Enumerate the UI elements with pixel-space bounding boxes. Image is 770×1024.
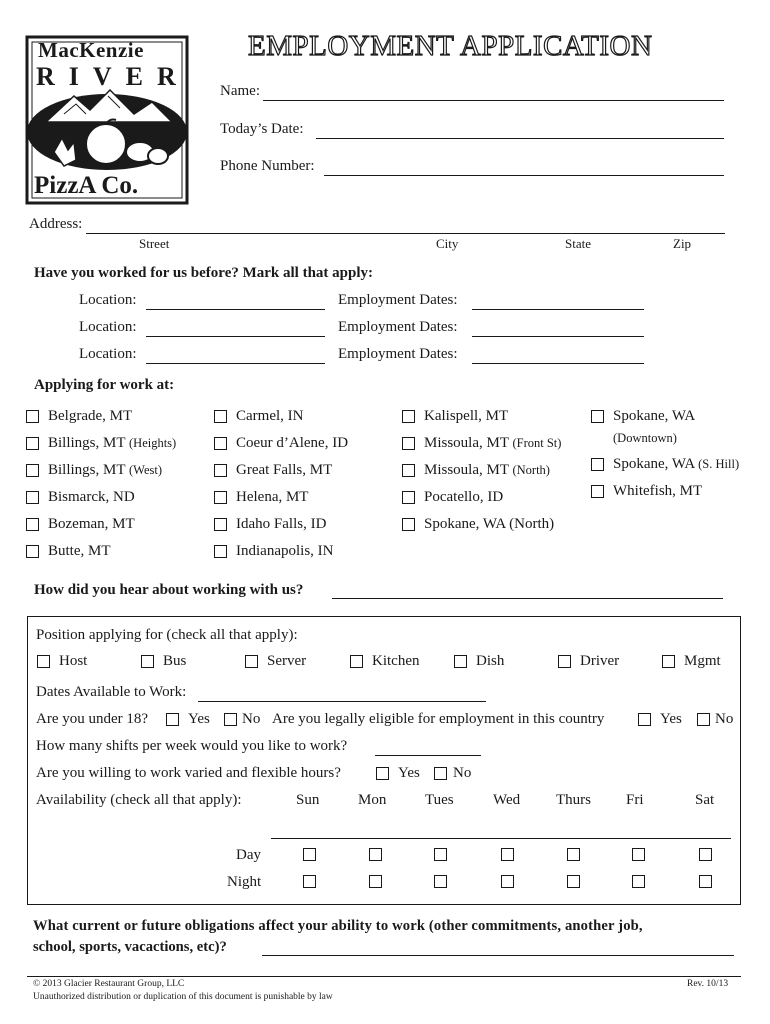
- address-city-caption: City: [436, 236, 459, 251]
- hear-field[interactable]: [332, 598, 723, 599]
- location-option: Idaho Falls, ID: [236, 516, 327, 532]
- day-header-sun: Sun: [296, 792, 320, 808]
- location-checkbox[interactable]: [214, 545, 227, 558]
- location-option: Billings, MT (Heights): [48, 435, 177, 451]
- eligible-no-checkbox[interactable]: [697, 713, 710, 726]
- availability-checkbox-day-sun[interactable]: [303, 848, 316, 861]
- footer-notice: Unauthorized distribution or duplication of this document is punishable by law: [33, 992, 333, 1002]
- availability-checkbox-day-mon[interactable]: [369, 848, 382, 861]
- location-option: Missoula, MT (Front St): [424, 435, 562, 451]
- footer-rule: [27, 976, 741, 977]
- date-field[interactable]: [316, 138, 724, 139]
- shifts-field[interactable]: [375, 755, 481, 756]
- flexible-yes-label: Yes: [398, 765, 420, 781]
- position-option: Host: [59, 653, 88, 669]
- location-checkbox[interactable]: [26, 491, 39, 504]
- flexible-no-label: No: [453, 765, 472, 781]
- location-label: Location:: [79, 346, 137, 362]
- address-zip-caption: Zip: [673, 236, 692, 251]
- availability-checkbox-day-fri[interactable]: [632, 848, 645, 861]
- location-option: Bismarck, ND: [48, 489, 135, 505]
- position-checkbox-kitchen[interactable]: [350, 655, 363, 668]
- location-checkbox[interactable]: [402, 491, 415, 504]
- under18-question: Are you under 18?: [36, 711, 149, 727]
- location-checkbox[interactable]: [26, 518, 39, 531]
- availability-checkbox-night-tues[interactable]: [434, 875, 447, 888]
- location-checkbox[interactable]: [26, 410, 39, 423]
- location-checkbox[interactable]: [402, 437, 415, 450]
- phone-label: Phone Number:: [220, 158, 315, 174]
- location-checkbox[interactable]: [591, 458, 604, 471]
- position-label: Position applying for (check all that apply):: [36, 627, 298, 643]
- location-field[interactable]: [146, 336, 325, 337]
- position-option: Bus: [163, 653, 187, 669]
- eligible-yes-checkbox[interactable]: [638, 713, 651, 726]
- address-street-caption: Street: [139, 236, 170, 251]
- location-option: Butte, MT: [48, 543, 111, 559]
- location-option: Great Falls, MT: [236, 462, 333, 478]
- day-header-fri: Fri: [626, 792, 644, 808]
- location-option: Whitefish, MT: [613, 483, 703, 499]
- flexible-question: Are you willing to work varied and flexible hours?: [36, 765, 341, 781]
- logo-line-pizza-co: PizzA Co.: [34, 172, 139, 199]
- position-option: Dish: [476, 653, 505, 669]
- availability-checkbox-day-wed[interactable]: [501, 848, 514, 861]
- employment-dates-label: Employment Dates:: [338, 346, 458, 362]
- employment-dates-label: Employment Dates:: [338, 319, 458, 335]
- location-checkbox[interactable]: [591, 410, 604, 423]
- applying-heading: Applying for work at:: [34, 377, 175, 393]
- position-option: Mgmt: [684, 653, 721, 669]
- location-checkbox[interactable]: [402, 518, 415, 531]
- address-label: Address:: [29, 216, 83, 232]
- availability-checkbox-night-sat[interactable]: [699, 875, 712, 888]
- name-field[interactable]: [263, 100, 724, 101]
- day-header-sat: Sat: [695, 792, 715, 808]
- availability-divider: [271, 838, 731, 839]
- location-option: Kalispell, MT: [424, 408, 509, 424]
- obligations-question-line1: What current or future obligations affect your ability to work (other commitments, another job,: [33, 918, 643, 934]
- position-checkbox-mgmt[interactable]: [662, 655, 675, 668]
- hear-question: How did you hear about working with us?: [34, 582, 304, 598]
- under18-yes-label: Yes: [188, 711, 210, 727]
- employment-dates-field[interactable]: [472, 309, 644, 310]
- address-field[interactable]: [86, 233, 725, 234]
- shifts-question: How many shifts per week would you like to work?: [36, 738, 348, 754]
- page-title: EMPLOYMENT APPLICATION: [248, 30, 653, 62]
- location-checkbox[interactable]: [214, 491, 227, 504]
- date-label: Today’s Date:: [220, 121, 304, 137]
- location-checkbox[interactable]: [214, 464, 227, 477]
- eligible-question: Are you legally eligible for employment in this country: [272, 711, 605, 727]
- location-option: Spokane, WA: [613, 408, 696, 424]
- eligible-yes-label: Yes: [660, 711, 682, 727]
- location-option: Billings, MT (West): [48, 462, 163, 478]
- position-checkbox-bus[interactable]: [141, 655, 154, 668]
- location-label: Location:: [79, 319, 137, 335]
- footer-revision: Rev. 10/13: [687, 979, 729, 989]
- location-option: Helena, MT: [236, 489, 309, 505]
- position-checkbox-host[interactable]: [37, 655, 50, 668]
- day-header-tues: Tues: [425, 792, 454, 808]
- location-checkbox[interactable]: [591, 485, 604, 498]
- dates-available-label: Dates Available to Work:: [36, 684, 187, 700]
- position-option: Driver: [580, 653, 620, 669]
- availability-row-night: Night: [227, 874, 262, 890]
- under18-no-checkbox[interactable]: [224, 713, 237, 726]
- location-checkbox[interactable]: [214, 410, 227, 423]
- day-header-thurs: Thurs: [556, 792, 591, 808]
- location-checkbox[interactable]: [26, 545, 39, 558]
- position-checkbox-server[interactable]: [245, 655, 258, 668]
- location-field[interactable]: [146, 309, 325, 310]
- location-option: Carmel, IN: [236, 408, 304, 424]
- availability-checkbox-night-mon[interactable]: [369, 875, 382, 888]
- location-option: Spokane, WA (North): [424, 516, 555, 532]
- availability-row-day: Day: [236, 847, 261, 863]
- flexible-no-checkbox[interactable]: [434, 767, 447, 780]
- prev-work-question: Have you worked for us before? Mark all that apply:: [34, 265, 374, 281]
- position-option: Server: [267, 653, 307, 669]
- availability-checkbox-night-sun[interactable]: [303, 875, 316, 888]
- phone-field[interactable]: [324, 175, 724, 176]
- location-option: Pocatello, ID: [424, 489, 504, 505]
- logo-line-river: RIVER: [36, 62, 190, 91]
- availability-checkbox-day-sat[interactable]: [699, 848, 712, 861]
- location-option: Spokane, WA (S. Hill): [613, 456, 740, 472]
- employment-dates-field[interactable]: [472, 363, 644, 364]
- location-label: Location:: [79, 292, 137, 308]
- dates-available-field[interactable]: [198, 701, 486, 702]
- obligations-question-line2: school, sports, vacactions, etc)?: [33, 939, 227, 955]
- under18-yes-checkbox[interactable]: [166, 713, 179, 726]
- location-option: Bozeman, MT: [48, 516, 135, 532]
- location-field[interactable]: [146, 363, 325, 364]
- logo-line-mackenzie: MacKenzie: [38, 38, 144, 62]
- flexible-yes-checkbox[interactable]: [376, 767, 389, 780]
- name-label: Name:: [220, 83, 260, 99]
- location-checkbox[interactable]: [214, 437, 227, 450]
- eligible-no-label: No: [715, 711, 734, 727]
- availability-checkbox-day-tues[interactable]: [434, 848, 447, 861]
- employment-dates-label: Employment Dates:: [338, 292, 458, 308]
- position-checkbox-driver[interactable]: [558, 655, 571, 668]
- location-option: Belgrade, MT: [48, 408, 133, 424]
- location-option: Coeur d’Alene, ID: [236, 435, 349, 451]
- employment-dates-field[interactable]: [472, 336, 644, 337]
- location-checkbox[interactable]: [214, 518, 227, 531]
- location-option: Missoula, MT (North): [424, 462, 550, 478]
- location-checkbox[interactable]: [402, 410, 415, 423]
- obligations-field[interactable]: [262, 955, 734, 956]
- location-checkbox[interactable]: [26, 464, 39, 477]
- day-header-wed: Wed: [493, 792, 521, 808]
- availability-checkbox-night-thurs[interactable]: [567, 875, 580, 888]
- location-checkbox[interactable]: [402, 464, 415, 477]
- availability-checkbox-night-fri[interactable]: [632, 875, 645, 888]
- availability-label: Availability (check all that apply):: [36, 792, 242, 808]
- position-checkbox-dish[interactable]: [454, 655, 467, 668]
- footer-copyright: © 2013 Glacier Restaurant Group, LLC: [33, 979, 185, 989]
- availability-checkbox-night-wed[interactable]: [501, 875, 514, 888]
- availability-checkbox-day-thurs[interactable]: [567, 848, 580, 861]
- location-note: (Downtown): [613, 431, 677, 445]
- address-state-caption: State: [565, 236, 591, 251]
- under18-no-label: No: [242, 711, 261, 727]
- company-logo: [24, 34, 192, 206]
- position-option: Kitchen: [372, 653, 420, 669]
- location-checkbox[interactable]: [26, 437, 39, 450]
- location-option: Indianapolis, IN: [236, 543, 334, 559]
- day-header-mon: Mon: [358, 792, 387, 808]
